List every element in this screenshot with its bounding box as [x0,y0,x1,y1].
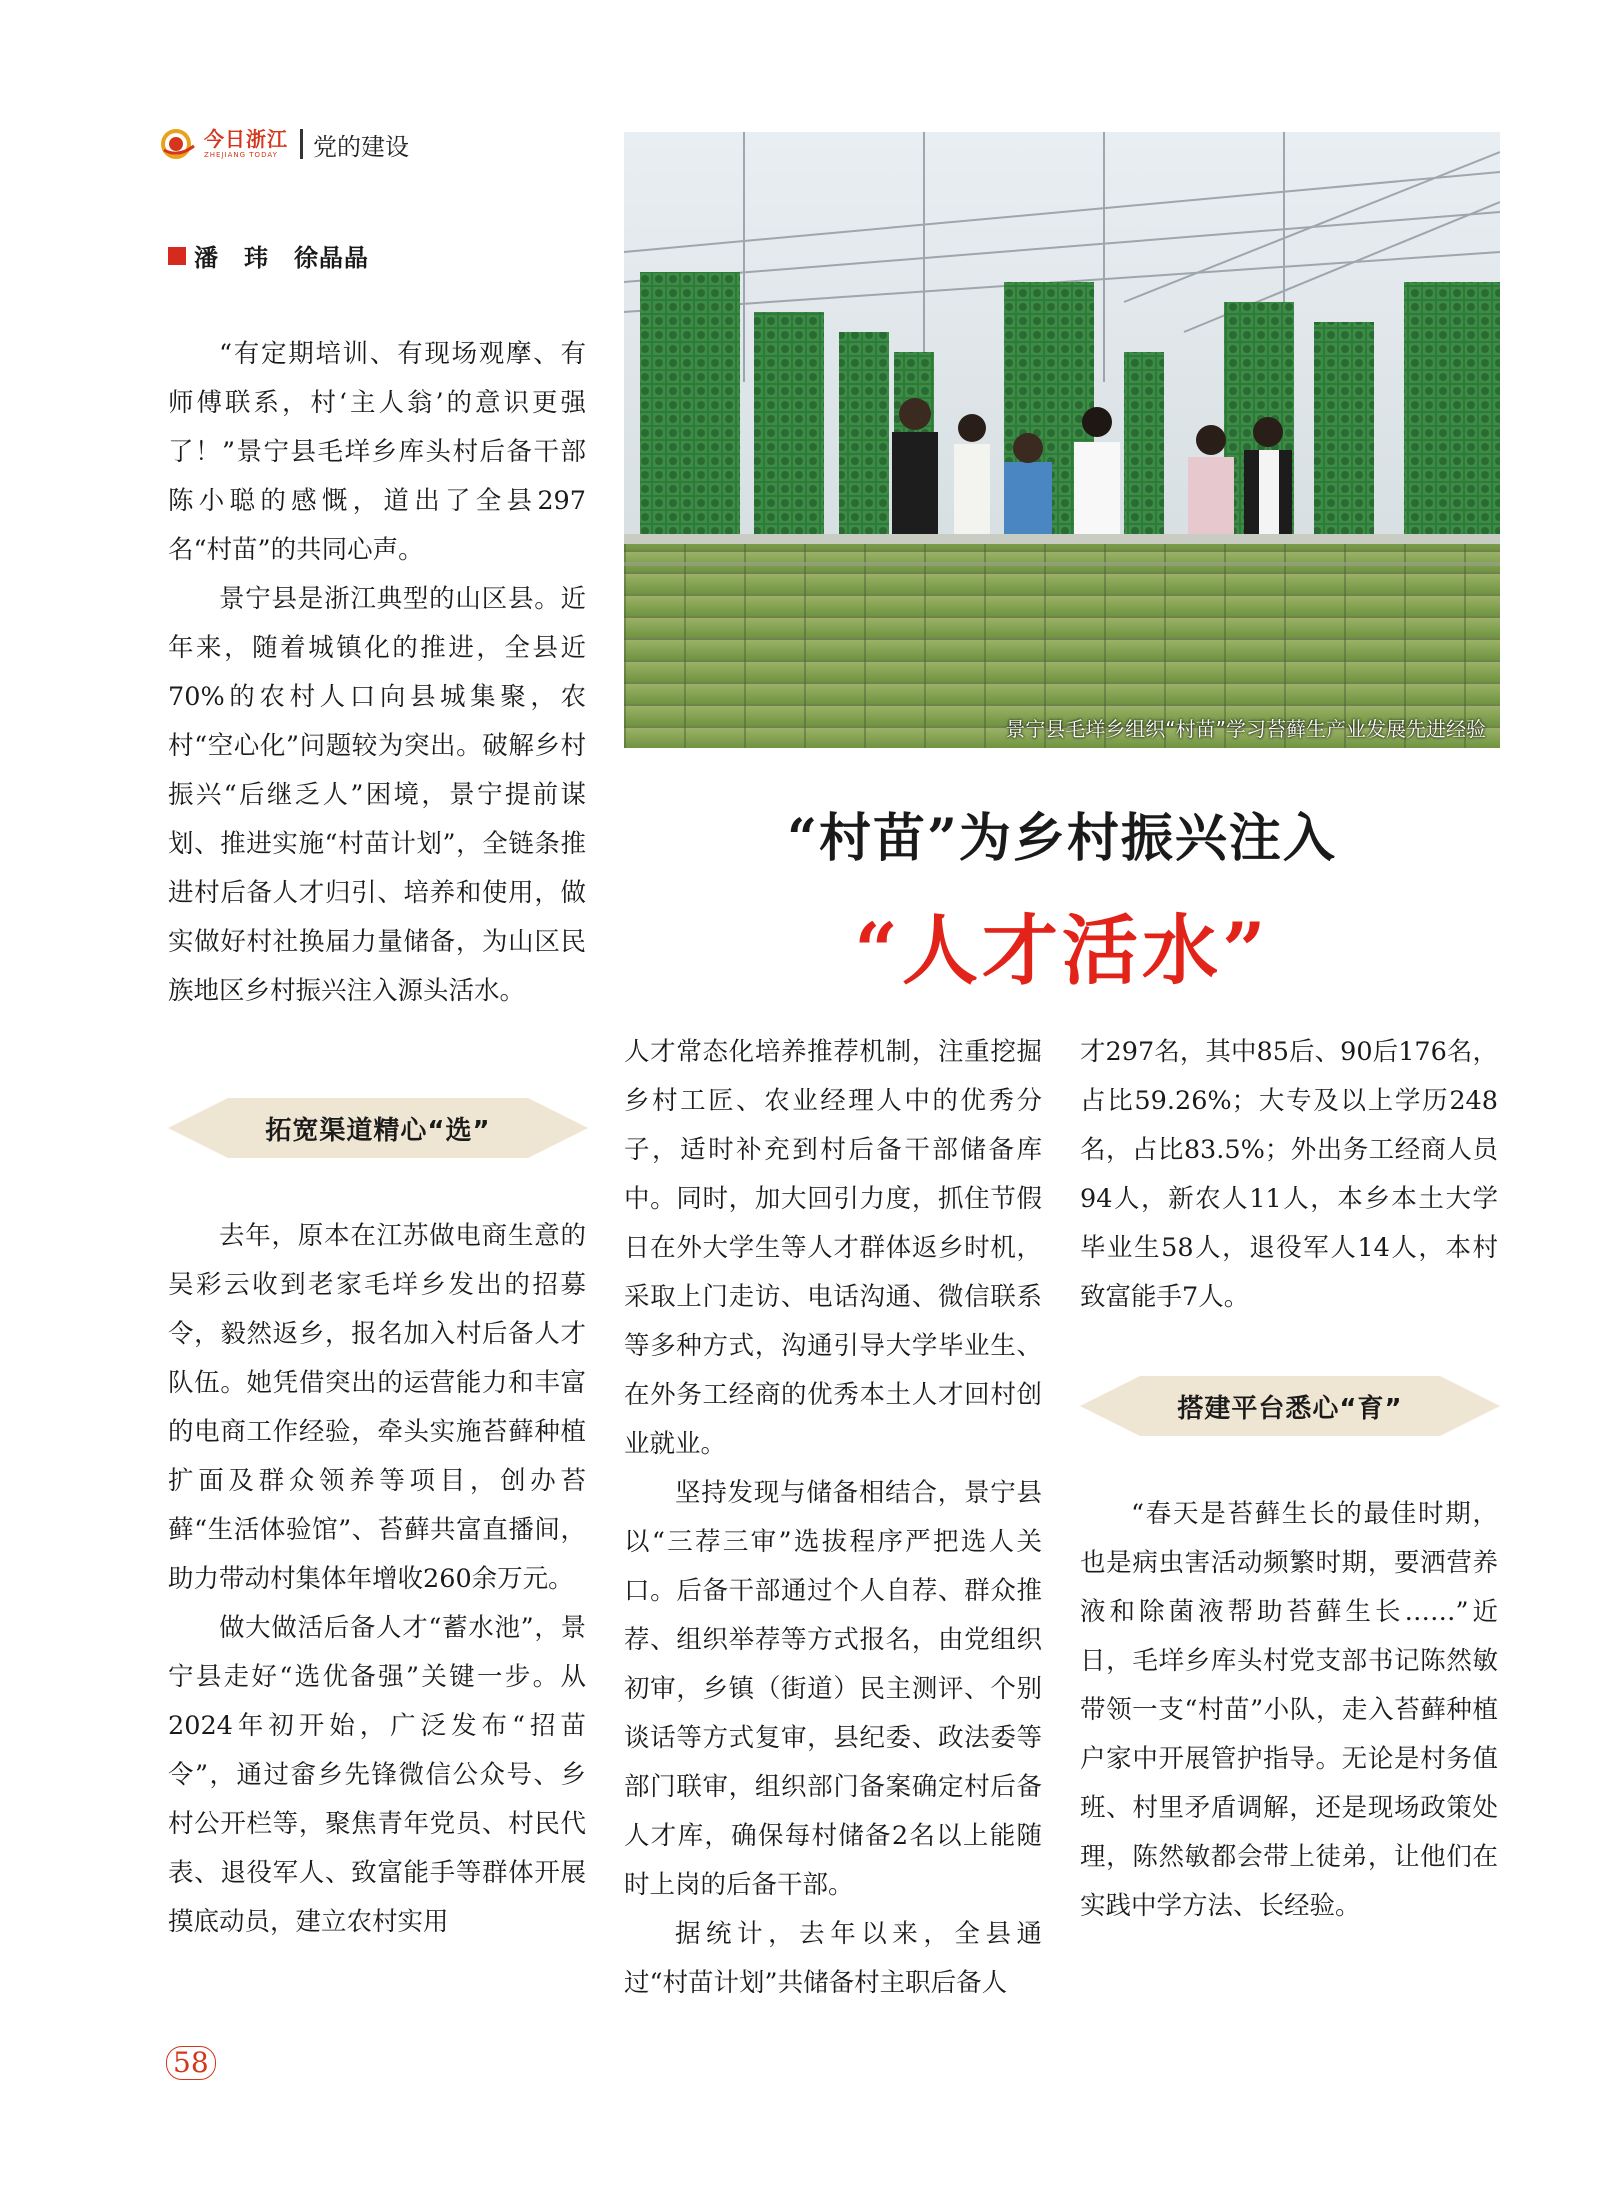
headline-line-1: “村苗”为乡村振兴注入 [787,808,1337,869]
byline [168,238,369,273]
section-heading-select [168,1098,588,1158]
paragraph: 据统计，去年以来，全县通过“村苗计划”共储备村主职后备人 [624,1919,1042,1998]
article-column-3-top [1080,1028,1498,1322]
section-heading-text: 拓宽渠道精心“选” [265,1115,491,1146]
paragraph: 去年，原本在江苏做电商生意的吴彩云收到老家毛垟乡发出的招募令，毅然返乡，报名加入村后备人才队伍。她凭借突出的运营能力和丰富的电商工作经验，牵头实施苔藓种植扩面及群众领养等项目，创办苔藓“生活体验馆”、苔藓共富直播间，助力带动村集体年增收260余万元。 [168,1221,586,1594]
section-heading-text: 搭建平台悉心“育” [1177,1393,1403,1424]
paragraph: “有定期培训、有现场观摩、有师傅联系，村‘主人翁’的意识更强了！”景宁县毛垟乡库头村后备干部陈小聪的感慨，道出了全县297名“村苗”的共同心声。 [168,339,586,565]
headline-line-2: “人才活水” [854,906,1270,995]
paragraph: 景宁县是浙江典型的山区县。近年来，随着城镇化的推进，全县近70%的农村人口向县城集聚，农村“空心化”问题较为突出。破解乡村振兴“后继乏人”困境，景宁提前谋划、推进实施“村苗计划”，全链条推进村后备人才归引、培养和使用，做实做好村社换届力量储备，为山区民族地区乡村振兴注入源头活水。 [168,584,586,1006]
logo [204,129,288,159]
paragraph-continued: 才297名，其中85后、90后176名，占比59.26%；大专及以上学历248名，占比83.5%；外出务工经商人员94人，新农人11人，本乡本土大学毕业生58人，退役军人14人，本村致富能手7人。 [1080,1037,1498,1312]
paragraph: “春天是苔藓生长的最佳时期，也是病虫害活动频繁时期，要洒营养液和除菌液帮助苔藓生长……”近日，毛垟乡库头村党支部书记陈然敏带领一支“村苗”小队，走入苔藓种植户家中开展管护指导。无论是村务值班、村里矛盾调解，还是现场政策处理，陈然敏都会带上徒弟，让他们在实践中学方法、长经验。 [1080,1499,1498,1921]
article-column-1-bottom [168,1212,586,1947]
article-photo [624,132,1500,748]
paragraph-continued: 人才常态化培养推荐机制，注重挖掘乡村工匠、农业经理人中的优秀分子，适时补充到村后备干部储备库中。同时，加大回引力度，抓住节假日在外大学生等人才群体返乡时机，采取上门走访、电话沟通、微信联系等多种方式，沟通引导大学毕业生、在外务工经商的优秀本土人才回村创业就业。 [624,1037,1042,1459]
section-name: 党的建设 [313,132,409,161]
article-column-1-top [168,330,586,1016]
logo-cn: 今日浙江 [204,127,288,151]
logo-en: ZHEJIANG TODAY [204,151,278,159]
paragraph: 坚持发现与储备相结合，景宁县以“三荐三审”选拔程序严把选人关口。后备干部通过个人自荐、群众推荐、组织举荐等方式报名，由党组织初审，乡镇（街道）民主测评、个别谈话等方式复审，县纪委、政法委等部门联审，组织部门备案确定村后备人才库，确保每村储备2名以上能随时上岗的后备干部。 [624,1478,1042,1900]
byline-marker [168,247,186,265]
page-number: 58 [166,2046,216,2080]
article-column-3-bottom [1080,1490,1498,1931]
byline-authors: 潘 玮 徐晶晶 [194,244,369,272]
masthead [160,124,409,164]
logo-sun-icon [160,128,198,160]
photo-caption: 景宁县毛垟乡组织“村苗”学习苔藓生产业发展先进经验 [1005,717,1486,741]
masthead-divider [300,129,303,159]
section-heading-cultivate [1080,1376,1500,1436]
article-column-2 [624,1028,1042,2008]
paragraph: 做大做活后备人才“蓄水池”，景宁县走好“选优备强”关键一步。从2024年初开始，广泛发布“招苗令”，通过畲乡先锋微信公众号、乡村公开栏等，聚焦青年党员、村民代表、退役军人、致富能手等群体开展摸底动员，建立农村实用 [168,1613,586,1937]
